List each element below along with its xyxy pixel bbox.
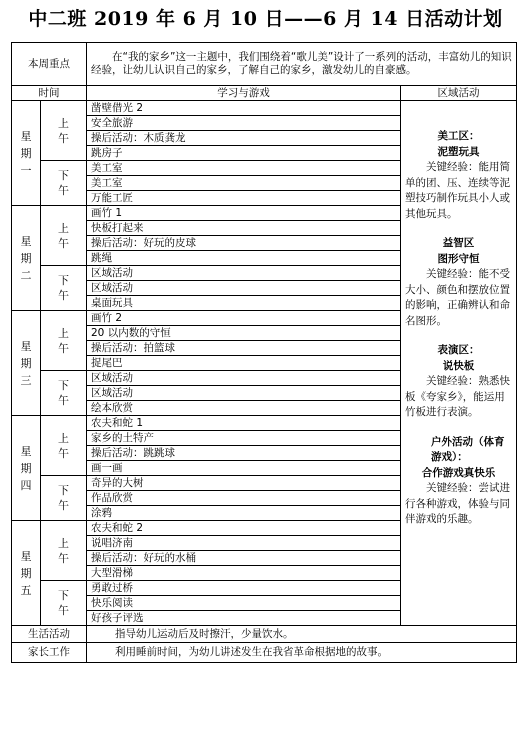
activity-cell: 万能工匠 — [87, 191, 401, 206]
afternoon-label — [41, 161, 87, 206]
area-zone: 美工区： — [437, 130, 480, 142]
area-zone: 益智区 — [442, 237, 475, 249]
day-label-char: 二 — [20, 268, 32, 282]
afternoon-label — [41, 476, 87, 521]
activity-cell: 画一画 — [87, 461, 401, 476]
half-label-char: 下 — [58, 169, 69, 182]
day-label-char: 四 — [20, 478, 32, 492]
area-description: 关键经验：能用简单的团、压、连续等泥塑技巧制作玩具小人或其他玩具。 — [405, 161, 510, 220]
half-label-char: 上 — [58, 431, 69, 445]
afternoon-label — [41, 581, 87, 626]
activity-cell: 跳绳 — [87, 251, 401, 266]
activity-cell: 农夫和蛇 2 — [87, 521, 401, 536]
day-label — [12, 206, 41, 311]
activity-cell: 快乐阅读 — [87, 596, 401, 611]
half-label-char: 午 — [58, 236, 69, 250]
activity-cell: 家乡的土特产 — [87, 431, 401, 446]
focus-label: 本周重点 — [12, 43, 87, 86]
activity-cell: 画竹 2 — [87, 311, 401, 326]
day-label-char: 星 — [20, 234, 32, 248]
day-label — [12, 311, 41, 416]
day-label-char: 期 — [20, 146, 32, 160]
activity-cell: 美工室 — [87, 161, 401, 176]
day-label — [12, 521, 41, 626]
activity-cell: 农夫和蛇 1 — [87, 416, 401, 431]
half-label-char: 午 — [58, 446, 69, 460]
day-label-char: 五 — [20, 583, 32, 597]
half-label-char: 午 — [58, 604, 69, 617]
half-label-char: 午 — [58, 131, 69, 145]
half-label-char: 午 — [58, 394, 69, 407]
activity-cell: 区域活动 — [87, 281, 401, 296]
header-area: 区域活动 — [401, 86, 517, 101]
area-description: 关键经验：尝试进行各种游戏，体验与同伴游戏的乐趣。 — [405, 482, 510, 525]
activity-cell: 凿壁借光 2 — [87, 101, 401, 116]
half-label-char: 午 — [58, 289, 69, 302]
activity-cell: 奇异的大树 — [87, 476, 401, 491]
day-label-char: 一 — [20, 163, 32, 177]
half-label-char: 下 — [58, 274, 69, 287]
day-label-char: 星 — [20, 129, 32, 143]
activity-cell: 美工室 — [87, 176, 401, 191]
activity-cell: 说唱济南 — [87, 536, 401, 551]
activity-cell: 勇敢过桥 — [87, 581, 401, 596]
activity-cell: 操后活动：好玩的水桶 — [87, 551, 401, 566]
area-gap — [405, 222, 512, 236]
afternoon-label — [41, 371, 87, 416]
focus-text: 在“我的家乡”这一主题中，我们围绕着“歌儿美”设计了一系列的活动，丰富幼儿的知识经验，让幼儿认识自己的家乡，了解自己的家乡，激发幼儿的自豪感。 — [87, 43, 517, 86]
half-label-char: 午 — [58, 341, 69, 355]
area-name: 合作游戏真快乐 — [421, 466, 496, 479]
morning-label — [41, 311, 87, 371]
area-name: 图形守恒 — [437, 252, 480, 265]
area-gap — [405, 329, 512, 343]
day-label-char: 星 — [20, 339, 32, 353]
day-label — [12, 101, 41, 206]
activity-cell: 画竹 1 — [87, 206, 401, 221]
day-label — [12, 416, 41, 521]
day-label-char: 期 — [20, 251, 32, 265]
life-text: 指导幼儿运动后及时擦汗，少量饮水。 — [87, 626, 517, 643]
area-name: 说快板 — [442, 359, 475, 372]
page-title: 中二班 2019 年 6 月 10 日——6 月 14 日活动计划 — [28, 8, 503, 30]
day-label-char: 星 — [20, 444, 32, 458]
area-activities — [401, 101, 517, 626]
family-text: 利用睡前时间，为幼儿讲述发生在我省革命根据地的故事。 — [87, 643, 517, 663]
half-label-char: 上 — [58, 536, 69, 550]
afternoon-label — [41, 266, 87, 311]
morning-label — [41, 416, 87, 476]
morning-label — [41, 101, 87, 161]
morning-label — [41, 206, 87, 266]
day-label-char: 星 — [20, 549, 32, 563]
day-label-char: 期 — [20, 566, 32, 580]
activity-cell: 操后活动：拍篮球 — [87, 341, 401, 356]
activity-cell: 操后活动：木质龚龙 — [87, 131, 401, 146]
area-description: 关键经验：熟悉快板《夸家乡》，能运用竹板进行表演。 — [405, 375, 510, 418]
activity-cell: 桌面玩具 — [87, 296, 401, 311]
activity-cell: 跳房子 — [87, 146, 401, 161]
activity-cell: 好孩子评选 — [87, 611, 401, 626]
schedule-table — [11, 42, 517, 663]
activity-cell: 作品欣赏 — [87, 491, 401, 506]
half-label-char: 上 — [58, 221, 69, 235]
activity-cell: 绘本欣赏 — [87, 401, 401, 416]
half-label-char: 上 — [58, 116, 69, 130]
day-label-char: 期 — [20, 356, 32, 370]
area-zone: 户外活动（体育游戏）： — [431, 435, 505, 463]
half-label-char: 下 — [58, 379, 69, 392]
activity-cell: 操后活动：好玩的皮球 — [87, 236, 401, 251]
activity-cell: 区域活动 — [87, 386, 401, 401]
activity-cell: 20 以内数的守恒 — [87, 326, 401, 341]
half-label-char: 午 — [58, 551, 69, 565]
day-label-char: 三 — [20, 373, 32, 387]
activity-cell: 区域活动 — [87, 266, 401, 281]
half-label-char: 上 — [58, 326, 69, 340]
activity-cell: 快板打起来 — [87, 221, 401, 236]
family-label: 家长工作 — [12, 643, 87, 663]
area-name: 泥塑玩具 — [437, 145, 480, 158]
activity-cell: 安全旅游 — [87, 116, 401, 131]
activity-cell: 操后活动：跳跳球 — [87, 446, 401, 461]
half-label-char: 下 — [58, 484, 69, 497]
area-description: 关键经验：能不受大小、颜色和摆放位置的影响，正确辨认和命名图形。 — [405, 268, 510, 327]
life-label: 生活活动 — [12, 626, 87, 643]
half-label-char: 午 — [58, 499, 69, 512]
area-zone: 表演区： — [437, 344, 480, 356]
activity-cell: 涂鸦 — [87, 506, 401, 521]
activity-cell: 捉尾巴 — [87, 356, 401, 371]
morning-label — [41, 521, 87, 581]
activity-cell: 区域活动 — [87, 371, 401, 386]
day-label-char: 期 — [20, 461, 32, 475]
header-learning: 学习与游戏 — [87, 86, 401, 101]
area-gap — [405, 421, 512, 435]
header-time: 时间 — [12, 86, 87, 101]
half-label-char: 午 — [58, 184, 69, 197]
activity-cell: 大型滑梯 — [87, 566, 401, 581]
half-label-char: 下 — [58, 589, 69, 602]
